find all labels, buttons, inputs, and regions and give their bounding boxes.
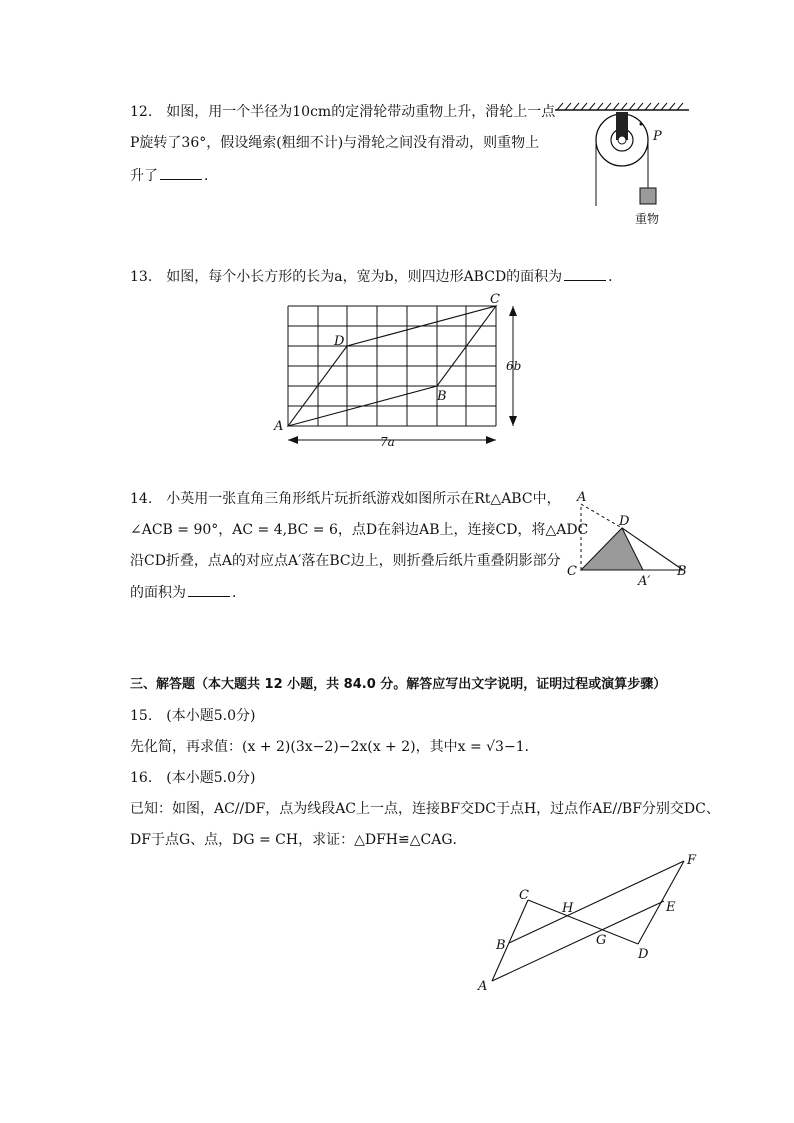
label-c: C	[567, 564, 577, 579]
label-b: B	[437, 389, 447, 404]
dashed-ad	[581, 504, 622, 528]
label-c: C	[519, 888, 529, 903]
q14-line1: 14. 小英用一张直角三角形纸片玩折纸游戏如图所示在Rt△ABC中，	[130, 491, 561, 507]
q14-answer-blank[interactable]	[188, 583, 230, 597]
q13-line1	[130, 267, 622, 286]
q16-body1: 已知：如图，AC//DF，点为线段AC上一点，连接BF交DC于点H，过点作AE//BF分别交DC、	[130, 801, 720, 817]
q14-line2: ∠ACB = 90°，AC = 4,BC = 6，点D在斜边AB上，连接CD，将△ADC	[130, 522, 589, 538]
point-p	[640, 123, 643, 126]
q16-header: 16. (本小题5.0分)	[130, 770, 256, 786]
q13-grid-figure	[270, 292, 530, 452]
q12-line3-suffix: ．	[204, 168, 218, 184]
label-g: G	[596, 933, 607, 948]
label-e: E	[666, 900, 676, 915]
label-height: 6b	[506, 359, 522, 373]
label-a: A	[478, 979, 488, 994]
q14-line4-suffix: ．	[232, 585, 246, 601]
q15-body: 先化简，再求值：(x + 2)(3x−2)−2x(x + 2)，其中x = √3−1．	[130, 739, 539, 755]
segment-cd	[528, 900, 638, 944]
label-width: 7a	[380, 435, 395, 449]
label-d: D	[334, 334, 345, 349]
label-weight: 重物	[635, 212, 660, 226]
label-f: F	[687, 853, 697, 868]
label-b: B	[496, 938, 506, 953]
q13-line1-suffix: ．	[608, 269, 623, 285]
q12-pulley-figure	[553, 100, 693, 230]
section3-title: 三、解答题（本大题共 12 小题，共 84.0 分。解答应写出文字说明，证明过程或演算步骤）	[130, 677, 667, 692]
shaded-overlap	[581, 528, 643, 570]
label-d: D	[619, 514, 630, 529]
q14-line3: 沿CD折叠，点A的对应点A′落在BC边上，则折叠后纸片重叠阴影部分	[130, 553, 561, 569]
label-b: B	[677, 564, 687, 579]
width-arrow-left-head	[288, 436, 298, 444]
q12-line1: 12. 如图，用一个半径为10cm的定滑轮带动重物上升，滑轮上一点	[130, 104, 556, 120]
label-c: C	[490, 292, 500, 307]
q12-line3	[130, 166, 218, 185]
q14-triangle-figure	[565, 490, 695, 590]
q12-answer-blank[interactable]	[160, 166, 202, 180]
q13-answer-blank[interactable]	[564, 267, 606, 281]
label-d: D	[638, 947, 649, 962]
q12-line3-prefix: 升了	[130, 168, 158, 184]
pulley-axle	[618, 136, 626, 144]
label-a: A	[274, 419, 284, 434]
height-arrow-top-head	[509, 306, 517, 316]
q15-header: 15. (本小题5.0分)	[130, 708, 256, 724]
label-h: H	[562, 901, 574, 916]
q12-line2: P旋转了36°，假设绳索(粗细不计)与滑轮之间没有滑动，则重物上	[130, 135, 540, 151]
height-arrow-bottom-head	[509, 416, 517, 426]
q14-line4-prefix: 的面积为	[130, 585, 186, 601]
label-a: A	[577, 490, 587, 505]
q14-line4	[130, 583, 246, 602]
grid-lines	[288, 306, 496, 426]
segment-ae	[492, 901, 664, 981]
weight-block	[640, 188, 656, 204]
segment-bf	[509, 861, 684, 943]
q16-body2: DF于点G、点，DG = CH，求证：△DFH≌△CAG．	[130, 832, 467, 848]
label-a-prime: A′	[638, 574, 651, 589]
q13-line1-prefix: 13. 如图，每个小长方形的长为a，宽为b，则四边形ABCD的面积为	[130, 269, 563, 285]
ceiling-hatch	[557, 103, 683, 110]
width-arrow-right-head	[486, 436, 496, 444]
label-p: P	[653, 129, 662, 144]
q16-figure	[470, 850, 710, 1000]
